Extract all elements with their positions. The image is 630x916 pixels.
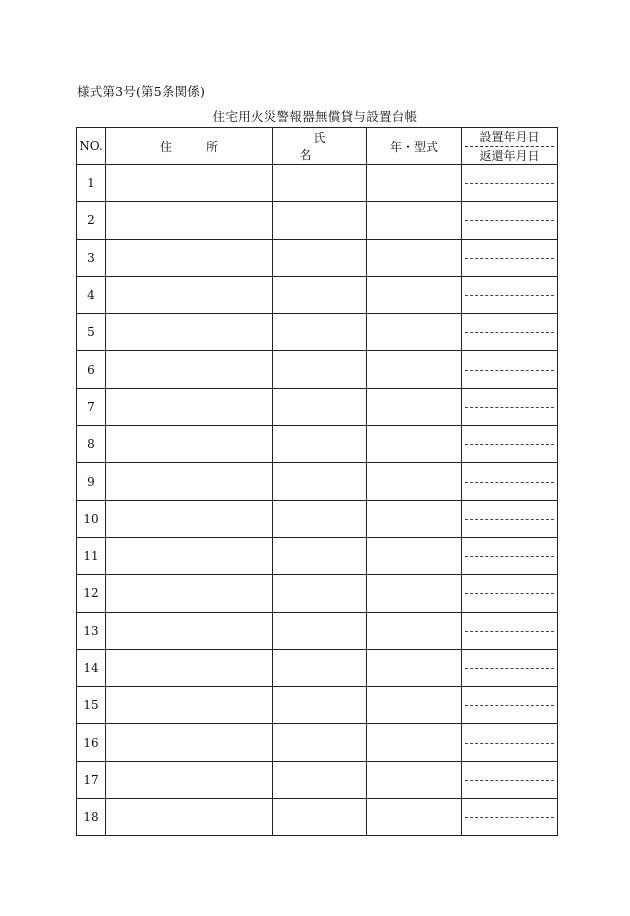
model-cell[interactable] [367,537,462,574]
date-divider-dashed-line [465,220,554,221]
date-divider-dashed-line [465,444,554,445]
header-row [77,128,558,165]
date-cell[interactable] [462,612,558,649]
table-row [77,463,558,500]
address-cell[interactable] [106,612,273,649]
address-cell[interactable] [106,165,273,202]
model-cell[interactable] [367,426,462,463]
table-row [77,612,558,649]
date-divider-dashed-line [465,258,554,259]
name-cell[interactable] [273,761,367,798]
row-number: 11 [77,537,106,574]
table-row [77,388,558,425]
row-number: 14 [77,649,106,686]
name-cell[interactable] [273,351,367,388]
address-cell[interactable] [106,351,273,388]
model-cell[interactable] [367,239,462,276]
table-row [77,351,558,388]
name-cell[interactable] [273,388,367,425]
header-return-date: 返還年月日 [479,148,540,163]
table-row [77,575,558,612]
model-cell[interactable] [367,500,462,537]
date-cell[interactable] [462,276,558,313]
table-row [77,426,558,463]
name-cell[interactable] [273,165,367,202]
ledger-body [77,165,558,836]
address-cell[interactable] [106,761,273,798]
header-address [106,128,273,165]
date-cell[interactable] [462,724,558,761]
address-cell[interactable] [106,799,273,836]
name-cell[interactable] [273,202,367,239]
table-row [77,537,558,574]
table-row [77,500,558,537]
model-cell[interactable] [367,165,462,202]
name-cell[interactable] [273,612,367,649]
row-number: 13 [77,612,106,649]
model-cell[interactable] [367,575,462,612]
name-cell[interactable] [273,537,367,574]
date-cell[interactable] [462,799,558,836]
date-divider-dashed-line [465,295,554,296]
name-cell[interactable] [273,463,367,500]
address-cell[interactable] [106,388,273,425]
row-number: 3 [77,239,106,276]
date-divider-dashed-line [465,183,554,184]
form-number-label: 様式第3号(第5条関係) [77,84,206,99]
row-number: 17 [77,761,106,798]
address-cell[interactable] [106,426,273,463]
row-number: 18 [77,799,106,836]
name-cell[interactable] [273,500,367,537]
date-cell[interactable] [462,239,558,276]
name-cell[interactable] [273,426,367,463]
header-name [273,128,367,165]
name-cell[interactable] [273,276,367,313]
name-cell[interactable] [273,314,367,351]
name-cell[interactable] [273,724,367,761]
table-row [77,314,558,351]
date-divider-dashed-line [465,332,554,333]
name-cell[interactable] [273,687,367,724]
date-cell[interactable] [462,426,558,463]
date-cell[interactable] [462,388,558,425]
model-cell[interactable] [367,649,462,686]
date-divider-dashed-line [465,482,554,483]
address-cell[interactable] [106,687,273,724]
model-cell[interactable] [367,724,462,761]
name-cell[interactable] [273,799,367,836]
model-cell[interactable] [367,799,462,836]
table-row [77,202,558,239]
date-divider-dashed-line [465,370,554,371]
date-cell[interactable] [462,463,558,500]
header-dates [462,128,558,165]
row-number: 8 [77,426,106,463]
row-number: 1 [77,165,106,202]
date-cell[interactable] [462,649,558,686]
document-title: 住宅用火災警報器無償貸与設置台帳 [212,109,418,124]
model-cell[interactable] [367,687,462,724]
address-cell[interactable] [106,724,273,761]
date-cell[interactable] [462,761,558,798]
table-row [77,724,558,761]
date-cell[interactable] [462,351,558,388]
date-cell[interactable] [462,500,558,537]
date-cell[interactable] [462,687,558,724]
name-cell[interactable] [273,575,367,612]
table-row [77,165,558,202]
date-cell[interactable] [462,314,558,351]
table-row [77,649,558,686]
date-divider-dashed-line [465,780,554,781]
date-divider-dashed-line [465,593,554,594]
address-cell[interactable] [106,276,273,313]
model-cell[interactable] [367,388,462,425]
address-cell[interactable] [106,239,273,276]
model-cell[interactable] [367,612,462,649]
table-row [77,276,558,313]
header-name-label: 氏名 [299,131,354,162]
header-install-date: 設置年月日 [465,128,554,147]
date-divider-dashed-line [465,631,554,632]
date-cell[interactable] [462,165,558,202]
date-cell[interactable] [462,575,558,612]
row-number: 7 [77,388,106,425]
row-number: 15 [77,687,106,724]
date-divider-dashed-line [465,407,554,408]
row-number: 12 [77,575,106,612]
header-model: 年・型式 [367,128,462,165]
ledger-table [76,127,558,836]
name-cell[interactable] [273,649,367,686]
model-cell[interactable] [367,314,462,351]
date-cell[interactable] [462,202,558,239]
model-cell[interactable] [367,463,462,500]
date-divider-dashed-line [465,705,554,706]
date-cell[interactable] [462,537,558,574]
table-row [77,239,558,276]
address-cell[interactable] [106,500,273,537]
row-number: 9 [77,463,106,500]
row-number: 4 [77,276,106,313]
date-divider-dashed-line [465,519,554,520]
table-row [77,799,558,836]
date-divider-dashed-line [465,817,554,818]
address-cell[interactable] [106,202,273,239]
date-divider-dashed-line [465,556,554,557]
address-cell[interactable] [106,537,273,574]
table-row [77,687,558,724]
row-number: 16 [77,724,106,761]
address-cell[interactable] [106,575,273,612]
row-number: 5 [77,314,106,351]
model-cell[interactable] [367,276,462,313]
row-number: 6 [77,351,106,388]
model-cell[interactable] [367,202,462,239]
model-cell[interactable] [367,761,462,798]
header-no: NO. [77,128,106,165]
date-divider-dashed-line [465,743,554,744]
model-cell[interactable] [367,351,462,388]
address-cell[interactable] [106,463,273,500]
name-cell[interactable] [273,239,367,276]
date-divider-dashed-line [465,668,554,669]
table-row [77,761,558,798]
address-cell[interactable] [106,649,273,686]
row-number: 10 [77,500,106,537]
address-cell[interactable] [106,314,273,351]
header-address-label: 住所 [159,139,252,154]
row-number: 2 [77,202,106,239]
